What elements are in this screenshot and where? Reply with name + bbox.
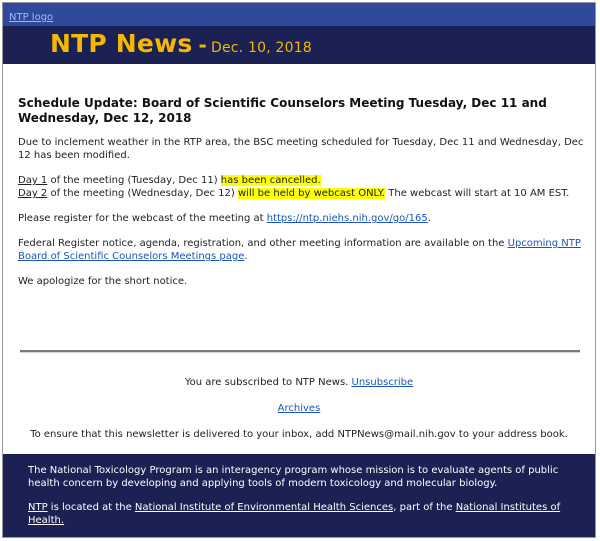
federal-text: Federal Register notice, agenda, registration, and other meeting information are available on the — [18, 238, 508, 249]
day1-text: of the meeting (Tuesday, Dec 11) — [47, 175, 221, 186]
day1-label: Day 1 — [18, 175, 48, 186]
federal-paragraph — [18, 237, 584, 263]
schedule-paragraph — [18, 174, 584, 200]
issue-date: Dec. 10, 2018 — [210, 40, 312, 56]
article-title: Schedule Update: Board of Scientific Counselors Meeting Tuesday, Dec 11 and Wednesday, Dec 12, 2018 — [18, 96, 547, 125]
part-text: , part of the — [393, 502, 456, 513]
newsletter-header — [3, 26, 595, 64]
title-dash: - — [198, 33, 207, 57]
day2-highlight: will be held by webcast ONLY. — [237, 188, 386, 199]
ntp-logo-link[interactable]: NTP logo — [9, 12, 54, 23]
article-body — [18, 96, 584, 300]
subscription-line — [3, 377, 595, 388]
subscribed-text: You are subscribed to NTP News. — [184, 377, 352, 388]
register-link[interactable]: https://ntp.niehs.nih.gov/go/165 — [266, 213, 428, 224]
day1-highlight: has been cancelled. — [220, 175, 321, 186]
archives-line — [3, 403, 595, 414]
bsc-meetings-link[interactable]: Upcoming NTP Board of Scientific Counselors Meetings page — [18, 238, 581, 262]
mission-statement: The National Toxicology Program is an interagency program whose mission is to evaluate agents of public health concern by developing and applying tools of modern toxicology and molecular biology. — [28, 465, 559, 489]
brand-name: NTP News — [50, 29, 193, 58]
day2-label: Day 2 — [18, 188, 48, 199]
register-paragraph — [18, 212, 584, 225]
register-end: . — [427, 213, 431, 224]
day2-text: of the meeting (Wednesday, Dec 12) — [47, 188, 238, 199]
located-text: is located at the — [47, 502, 135, 513]
register-text: Please register for the webcast of the meeting at — [18, 213, 267, 224]
intro-paragraph: Due to inclement weather in the RTP area, the BSC meeting scheduled for Tuesday, Dec 11 and Wednesday, Dec 12 has been modified. — [18, 137, 584, 161]
unsubscribe-link[interactable]: Unsubscribe — [351, 377, 414, 388]
newsletter-title — [50, 29, 312, 58]
archives-link[interactable]: Archives — [277, 403, 321, 414]
safe-sender-note: To ensure that this newsletter is delivered to your inbox, add NTPNews@mail.nih.gov to your address book. — [30, 429, 568, 440]
top-strip — [3, 3, 595, 26]
apology-paragraph: We apologize for the short notice. — [18, 276, 188, 287]
day2-after: The webcast will start at 10 AM EST. — [385, 188, 570, 199]
federal-end: . — [244, 251, 248, 262]
divider — [20, 350, 580, 353]
ntp-link[interactable]: NTP — [28, 502, 48, 513]
footer-panel — [3, 454, 595, 537]
location-statement — [28, 501, 568, 527]
niehs-link[interactable]: National Institute of Environmental Health Sciences — [134, 502, 394, 513]
nih-link[interactable]: National Institutes of Health. — [28, 502, 561, 526]
